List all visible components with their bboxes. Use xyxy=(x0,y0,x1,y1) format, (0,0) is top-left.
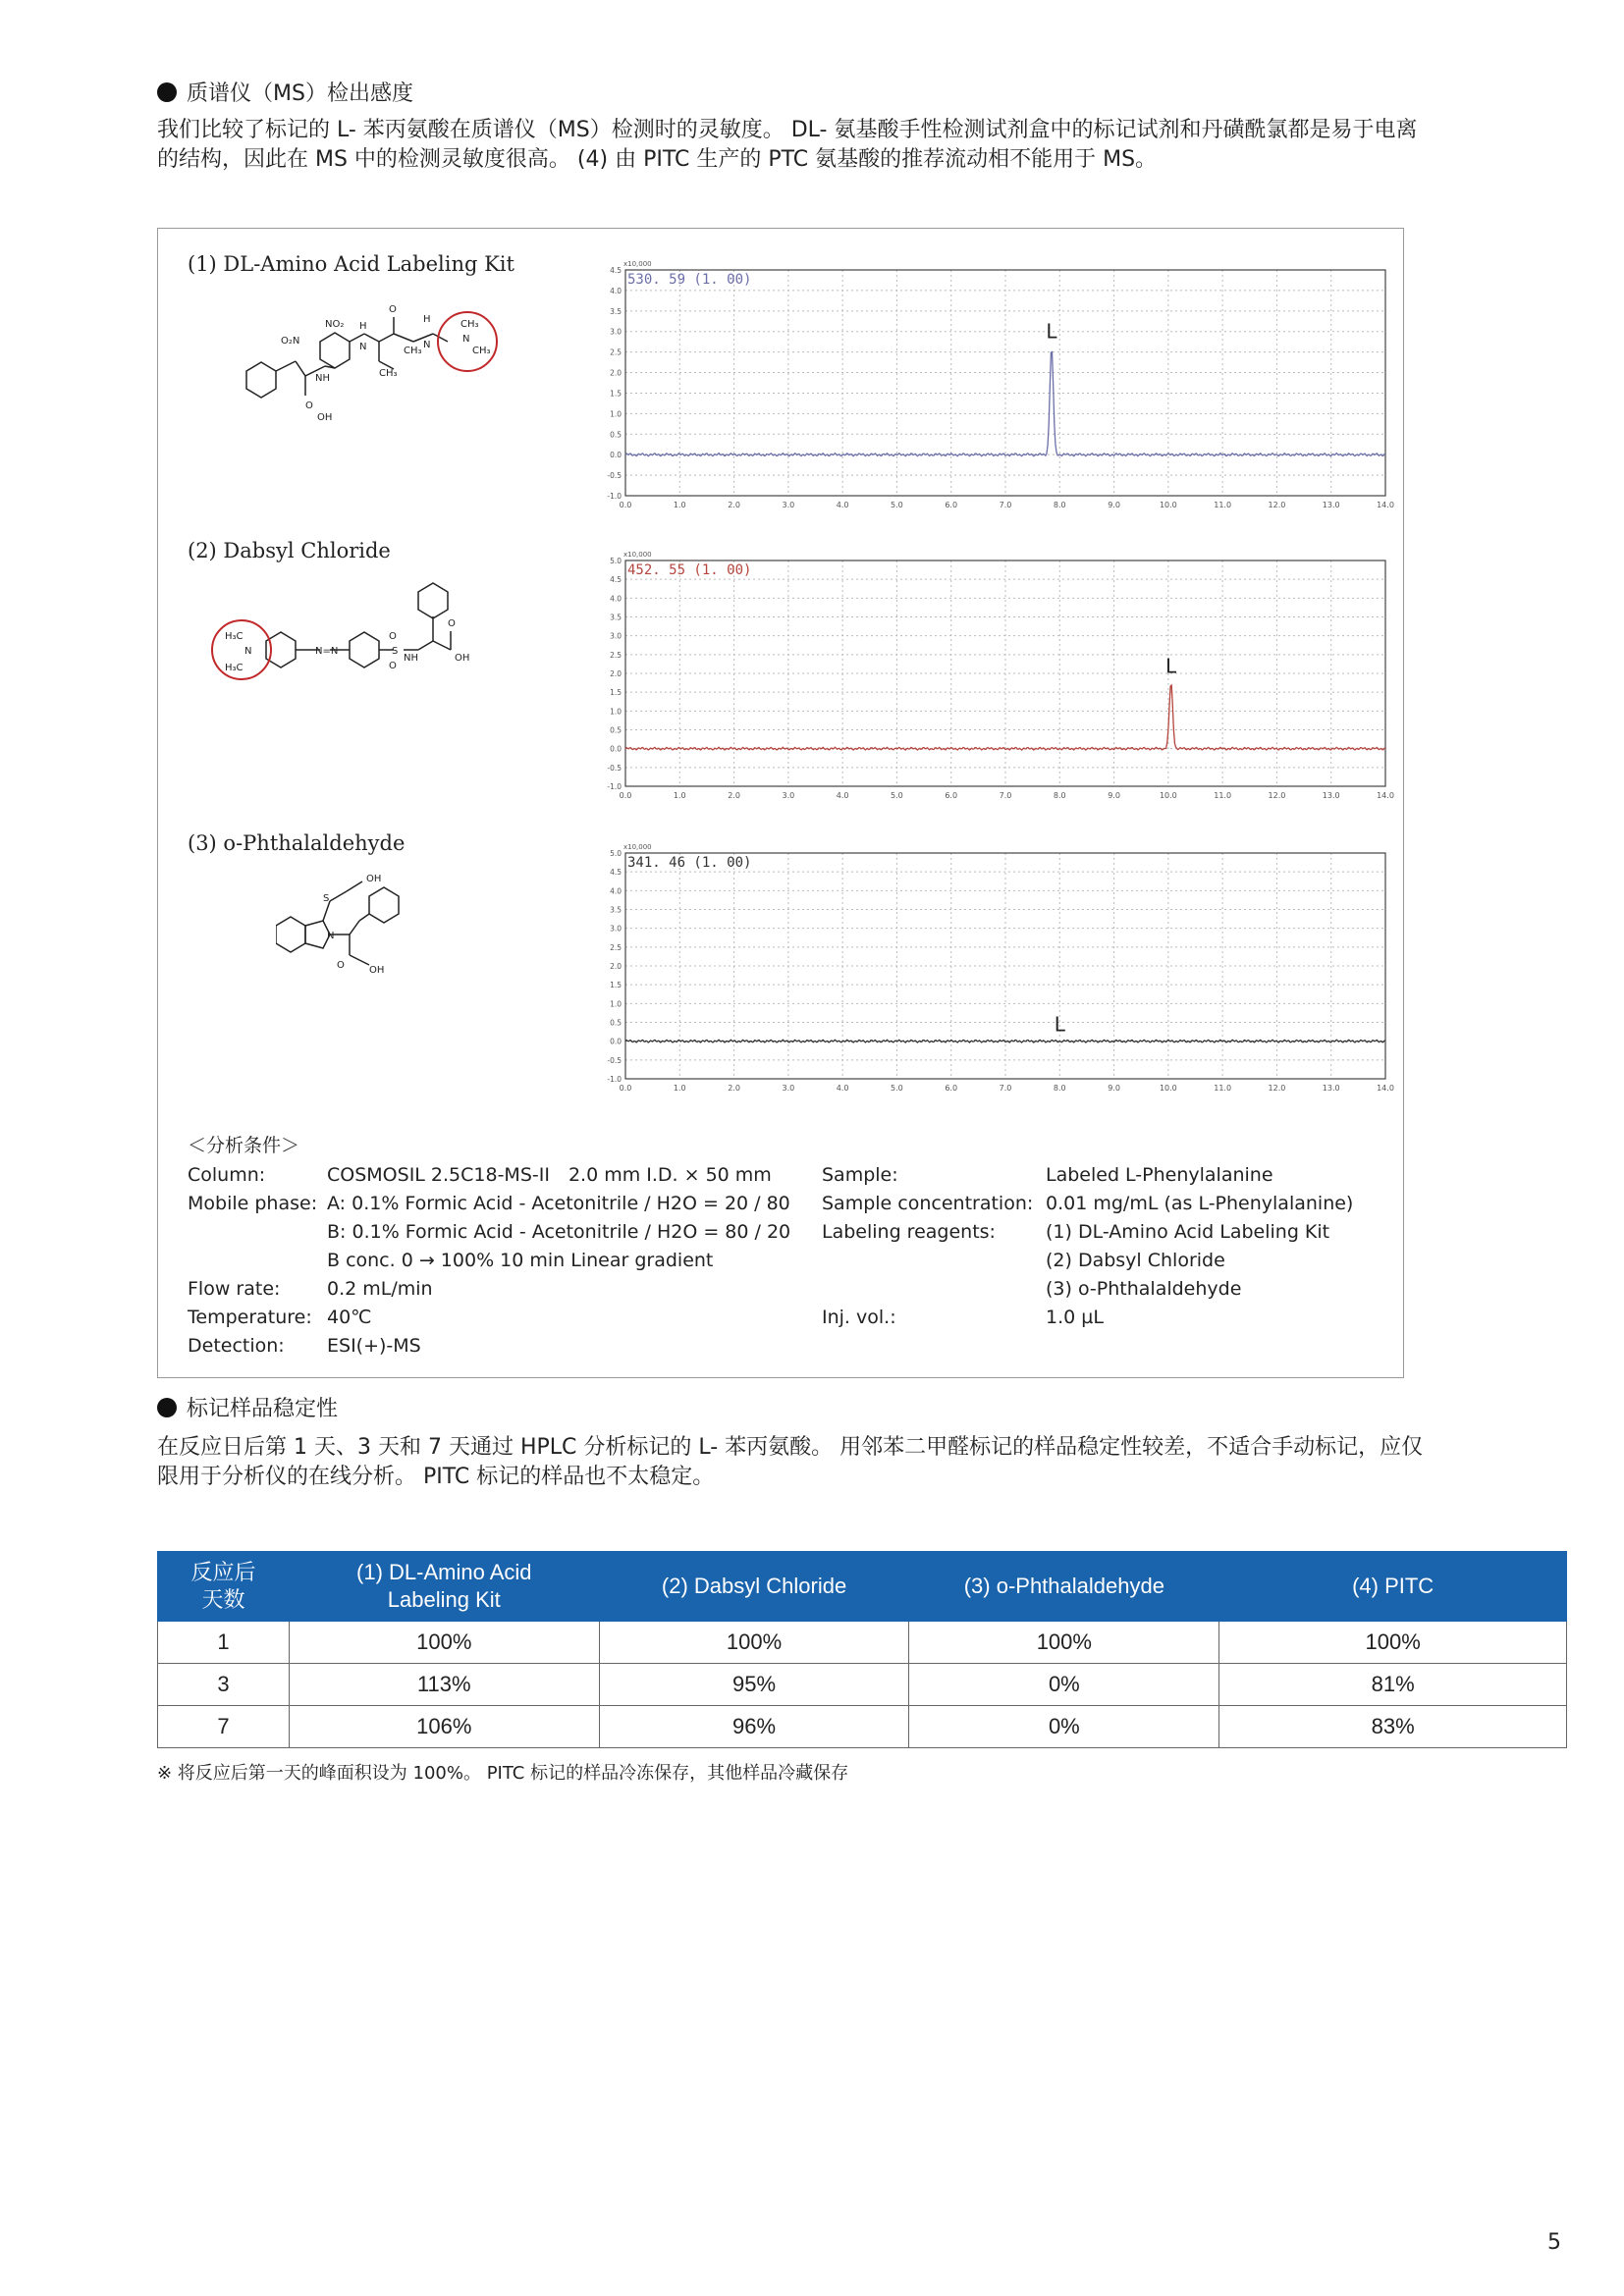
condition-value: 40℃ xyxy=(327,1307,372,1328)
x-tick-label: 9.0 xyxy=(1108,1084,1120,1093)
x-tick-label: 14.0 xyxy=(1377,791,1394,800)
svg-text:N: N xyxy=(244,646,252,657)
condition-row xyxy=(188,1161,790,1190)
svg-text:O₂N: O₂N xyxy=(281,336,300,347)
table-cell: 113% xyxy=(289,1664,599,1706)
stability-table xyxy=(157,1551,1567,1748)
condition-value: ESI(+)-MS xyxy=(327,1335,421,1357)
table-header-cell: 反应后 天数 xyxy=(158,1552,290,1622)
y-tick-label: 3.0 xyxy=(610,631,622,641)
svg-text:O: O xyxy=(389,631,397,642)
table-cell: 100% xyxy=(909,1622,1219,1664)
figure-box xyxy=(157,228,1404,1378)
x-tick-label: 10.0 xyxy=(1159,501,1177,509)
y-tick-label: 5.0 xyxy=(610,557,622,565)
condition-row xyxy=(822,1161,1353,1190)
condition-row xyxy=(822,1304,1353,1332)
svg-text:NH: NH xyxy=(315,373,330,384)
x-tick-label: 11.0 xyxy=(1214,1084,1232,1093)
svg-text:O: O xyxy=(389,661,397,671)
y-tick-label: 2.0 xyxy=(610,368,622,378)
condition-value: 1.0 µL xyxy=(1046,1307,1104,1328)
condition-row xyxy=(822,1275,1353,1304)
table-cell: 106% xyxy=(289,1706,599,1748)
y-tick-label: 1.0 xyxy=(610,999,622,1009)
x-tick-label: 2.0 xyxy=(728,501,740,509)
condition-key: Sample concentration: xyxy=(822,1193,1034,1214)
heading-text: 质谱仪（MS）检出感度 xyxy=(187,81,413,106)
svg-text:CH₃: CH₃ xyxy=(379,368,398,379)
svg-text:OH: OH xyxy=(369,965,385,976)
section-heading-stability xyxy=(157,1392,338,1422)
svg-text:H: H xyxy=(359,321,367,332)
condition-key xyxy=(188,1247,327,1275)
x-tick-label: 2.0 xyxy=(728,791,740,800)
table-cell: 1 xyxy=(158,1622,290,1664)
x-tick-label: 3.0 xyxy=(782,791,795,800)
table-header-cell: (3) o-Phthalaldehyde xyxy=(909,1552,1219,1622)
y-tick-label: 5.0 xyxy=(610,849,622,858)
table-cell: 0% xyxy=(909,1664,1219,1706)
table-cell: 3 xyxy=(158,1664,290,1706)
x-tick-label: 5.0 xyxy=(891,791,903,800)
condition-key: Sample: xyxy=(822,1164,898,1186)
condition-row xyxy=(188,1218,790,1247)
svg-text:N: N xyxy=(462,334,470,345)
peak-label: L xyxy=(1054,1012,1065,1037)
x-tick-label: 2.0 xyxy=(728,1084,740,1093)
y-tick-label: 2.0 xyxy=(610,962,622,971)
conditions-title: ＜分析条件＞ xyxy=(188,1135,300,1156)
y-tick-label: 2.5 xyxy=(610,347,622,357)
x-tick-label: 13.0 xyxy=(1322,501,1340,509)
paragraph-line: 我们比较了标记的 L- 苯丙氨酸在质谱仪（MS）检测时的灵敏度。 DL- 氨基酸手性检测试剂盒中的标记试剂和丹磺酰氯都是易于电离 xyxy=(157,118,1418,142)
conditions-left xyxy=(188,1161,790,1361)
condition-value: COSMOSIL 2.5C18-MS-II 2.0 mm I.D. × 50 mm xyxy=(327,1164,772,1186)
x-tick-label: 3.0 xyxy=(782,501,795,509)
structure-o-phthalaldehyde xyxy=(276,867,492,994)
condition-value: B conc. 0 → 100% 10 min Linear gradient xyxy=(327,1250,714,1271)
svg-text:OH: OH xyxy=(455,653,470,664)
table-cell: 7 xyxy=(158,1706,290,1748)
condition-row xyxy=(188,1304,790,1332)
x-tick-label: 4.0 xyxy=(836,501,849,509)
table-cell: 83% xyxy=(1219,1706,1567,1748)
x-tick-label: 1.0 xyxy=(673,791,686,800)
method-label-2: (2) Dabsyl Chloride xyxy=(188,539,391,562)
condition-value: 0.01 mg/mL (as L-Phenylalanine) xyxy=(1046,1193,1354,1214)
condition-key: Inj. vol.: xyxy=(822,1307,896,1328)
y-multiplier: x10,000 xyxy=(623,260,652,268)
svg-text:N: N xyxy=(423,340,431,350)
bullet-icon xyxy=(157,82,177,102)
condition-key xyxy=(822,1275,1046,1304)
x-tick-label: 5.0 xyxy=(891,1084,903,1093)
condition-key: Labeling reagents: xyxy=(822,1221,996,1243)
condition-value: A: 0.1% Formic Acid - Acetonitrile / H2O = 20 / 80 xyxy=(327,1193,790,1214)
x-tick-label: 5.0 xyxy=(891,501,903,509)
condition-key: Temperature: xyxy=(188,1307,312,1328)
condition-value: (3) o-Phthalaldehyde xyxy=(1046,1278,1242,1300)
svg-text:N: N xyxy=(327,931,335,941)
condition-value: 0.2 mL/min xyxy=(327,1278,433,1300)
svg-text:O: O xyxy=(305,400,313,411)
y-tick-label: 4.5 xyxy=(610,266,622,275)
table-header-cell: (1) DL-Amino Acid Labeling Kit xyxy=(289,1552,599,1622)
y-tick-label: 3.0 xyxy=(610,924,622,934)
x-tick-label: 9.0 xyxy=(1108,501,1120,509)
y-tick-label: 1.5 xyxy=(610,981,622,990)
method-label-1: (1) DL-Amino Acid Labeling Kit xyxy=(188,252,514,276)
table-header-row xyxy=(158,1552,1567,1622)
svg-text:OH: OH xyxy=(366,874,382,884)
y-tick-label: 4.0 xyxy=(610,886,622,896)
table-cell: 100% xyxy=(599,1622,909,1664)
y-tick-label: -0.5 xyxy=(607,763,622,773)
table-cell: 100% xyxy=(289,1622,599,1664)
y-tick-label: 1.0 xyxy=(610,707,622,717)
x-tick-label: 9.0 xyxy=(1108,791,1120,800)
svg-text:N=N: N=N xyxy=(315,646,339,657)
chart-title: 452. 55 (1. 00) xyxy=(627,562,752,578)
y-tick-label: 2.0 xyxy=(610,669,622,678)
x-tick-label: 1.0 xyxy=(673,1084,686,1093)
heading-text: 标记样品稳定性 xyxy=(187,1397,339,1421)
svg-text:S: S xyxy=(323,893,330,904)
svg-text:H₃C: H₃C xyxy=(225,663,244,673)
x-tick-label: 0.0 xyxy=(619,1084,632,1093)
y-multiplier: x10,000 xyxy=(623,843,652,851)
chromatogram-1 xyxy=(590,250,1415,530)
y-tick-label: 0.5 xyxy=(610,430,622,440)
table-cell: 0% xyxy=(909,1706,1219,1748)
svg-text:O: O xyxy=(389,304,397,315)
svg-text:H: H xyxy=(423,314,431,325)
condition-row xyxy=(822,1247,1353,1275)
table-cell: 96% xyxy=(599,1706,909,1748)
chart-title: 530. 59 (1. 00) xyxy=(627,272,752,288)
y-tick-label: -1.0 xyxy=(607,1075,622,1084)
x-tick-label: 8.0 xyxy=(1053,501,1066,509)
svg-text:S: S xyxy=(392,646,399,657)
x-tick-label: 1.0 xyxy=(673,501,686,509)
conditions-right xyxy=(822,1161,1353,1332)
table-cell: 81% xyxy=(1219,1664,1567,1706)
y-tick-label: 4.5 xyxy=(610,868,622,878)
svg-text:O: O xyxy=(337,960,345,971)
x-tick-label: 11.0 xyxy=(1214,791,1232,800)
x-tick-label: 6.0 xyxy=(945,791,958,800)
svg-text:NO₂: NO₂ xyxy=(325,319,345,330)
condition-row xyxy=(822,1218,1353,1247)
condition-row xyxy=(188,1275,790,1304)
page-number: 5 xyxy=(1547,2230,1561,2255)
condition-value: Labeled L-Phenylalanine xyxy=(1046,1164,1273,1186)
svg-text:O: O xyxy=(448,618,456,629)
table-cell: 95% xyxy=(599,1664,909,1706)
x-tick-label: 12.0 xyxy=(1268,1084,1286,1093)
chart-title: 341. 46 (1. 00) xyxy=(627,855,752,871)
condition-row xyxy=(188,1332,790,1361)
x-tick-label: 3.0 xyxy=(782,1084,795,1093)
condition-key: Flow rate: xyxy=(188,1278,281,1300)
peak-label: L xyxy=(1046,319,1057,344)
condition-key: Mobile phase: xyxy=(188,1193,318,1214)
table-body xyxy=(158,1622,1567,1748)
chromatogram-2 xyxy=(590,541,1415,821)
x-tick-label: 13.0 xyxy=(1322,791,1340,800)
x-tick-label: 7.0 xyxy=(999,1084,1012,1093)
svg-text:NH: NH xyxy=(404,653,418,664)
y-tick-label: 3.5 xyxy=(610,613,622,622)
x-tick-label: 10.0 xyxy=(1159,1084,1177,1093)
condition-row xyxy=(188,1190,790,1218)
structure-dabsyl-chloride xyxy=(197,562,512,690)
y-tick-label: 1.5 xyxy=(610,389,622,399)
svg-text:N: N xyxy=(359,342,367,352)
x-tick-label: 4.0 xyxy=(836,1084,849,1093)
y-tick-label: 3.5 xyxy=(610,905,622,915)
y-tick-label: 2.5 xyxy=(610,942,622,952)
condition-value: (1) DL-Amino Acid Labeling Kit xyxy=(1046,1221,1330,1243)
method-label-3: (3) o-Phthalaldehyde xyxy=(188,831,406,855)
x-tick-label: 7.0 xyxy=(999,791,1012,800)
paragraph-ms-sensitivity xyxy=(157,116,1571,175)
svg-text:OH: OH xyxy=(317,412,333,423)
y-tick-label: 4.0 xyxy=(610,286,622,295)
y-tick-label: 1.0 xyxy=(610,409,622,419)
x-tick-label: 12.0 xyxy=(1268,501,1286,509)
y-tick-label: 4.5 xyxy=(610,575,622,585)
y-tick-label: 2.5 xyxy=(610,650,622,660)
condition-key xyxy=(188,1218,327,1247)
x-tick-label: 0.0 xyxy=(619,501,632,509)
y-tick-label: 0.0 xyxy=(610,1037,622,1046)
y-tick-label: 4.0 xyxy=(610,594,622,604)
y-tick-label: 0.0 xyxy=(610,744,622,754)
x-tick-label: 7.0 xyxy=(999,501,1012,509)
x-tick-label: 8.0 xyxy=(1053,1084,1066,1093)
y-tick-label: -1.0 xyxy=(607,782,622,791)
x-tick-label: 12.0 xyxy=(1268,791,1286,800)
condition-row xyxy=(822,1190,1353,1218)
svg-text:CH₃: CH₃ xyxy=(460,319,479,330)
table-header-cell: (4) PITC xyxy=(1219,1552,1567,1622)
chromatogram-3 xyxy=(590,833,1415,1113)
paragraph-line: 在反应日后第 1 天、3 天和 7 天通过 HPLC 分析标记的 L- 苯丙氨酸。 用邻苯二甲醛标记的样品稳定性较差，不适合手动标记，应仅 xyxy=(157,1435,1424,1460)
peak-label: L xyxy=(1165,654,1177,678)
condition-value: (2) Dabsyl Chloride xyxy=(1046,1250,1225,1271)
x-tick-label: 14.0 xyxy=(1377,501,1394,509)
y-tick-label: -0.5 xyxy=(607,471,622,481)
svg-text:H₃C: H₃C xyxy=(225,631,244,642)
svg-text:CH₃: CH₃ xyxy=(472,346,491,356)
x-tick-label: 10.0 xyxy=(1159,791,1177,800)
condition-value: B: 0.1% Formic Acid - Acetonitrile / H2O = 80 / 20 xyxy=(327,1221,791,1243)
table-footnote: ※ 将反应后第一天的峰面积设为 100%。 PITC 标记的样品冷冻保存，其他样品冷藏保存 xyxy=(157,1763,849,1784)
y-tick-label: 3.0 xyxy=(610,327,622,337)
condition-key xyxy=(822,1247,1046,1275)
x-tick-label: 0.0 xyxy=(619,791,632,800)
condition-key: Column: xyxy=(188,1164,266,1186)
x-tick-label: 6.0 xyxy=(945,501,958,509)
section-heading-ms-sensitivity xyxy=(157,77,413,107)
y-tick-label: 0.5 xyxy=(610,1018,622,1028)
bullet-icon xyxy=(157,1398,177,1417)
table-row xyxy=(158,1622,1567,1664)
y-tick-label: -0.5 xyxy=(607,1055,622,1065)
table-cell: 100% xyxy=(1219,1622,1567,1664)
x-tick-label: 4.0 xyxy=(836,791,849,800)
x-tick-label: 14.0 xyxy=(1377,1084,1394,1093)
svg-text:CH₃: CH₃ xyxy=(404,346,422,356)
y-tick-label: 3.5 xyxy=(610,306,622,316)
condition-row xyxy=(188,1247,790,1275)
paragraph-stability xyxy=(157,1433,1571,1492)
y-tick-label: 0.5 xyxy=(610,725,622,735)
table-row xyxy=(158,1664,1567,1706)
y-tick-label: 0.0 xyxy=(610,451,622,460)
x-tick-label: 11.0 xyxy=(1214,501,1232,509)
table-header-cell: (2) Dabsyl Chloride xyxy=(599,1552,909,1622)
x-tick-label: 8.0 xyxy=(1053,791,1066,800)
x-tick-label: 6.0 xyxy=(945,1084,958,1093)
paragraph-line: 限用于分析仪的在线分析。 PITC 标记的样品也不太稳定。 xyxy=(157,1465,715,1489)
x-tick-label: 13.0 xyxy=(1322,1084,1340,1093)
y-tick-label: 1.5 xyxy=(610,688,622,698)
condition-key: Detection: xyxy=(188,1335,285,1357)
paragraph-line: 的结构，因此在 MS 中的检测灵敏度很高。 (4) 由 PITC 生产的 PTC 氨基酸的推荐流动相不能用于 MS。 xyxy=(157,147,1158,172)
y-multiplier: x10,000 xyxy=(623,551,652,559)
table-row xyxy=(158,1706,1567,1748)
y-tick-label: -1.0 xyxy=(607,492,622,501)
structure-dl-amino-acid-kit xyxy=(227,283,512,430)
